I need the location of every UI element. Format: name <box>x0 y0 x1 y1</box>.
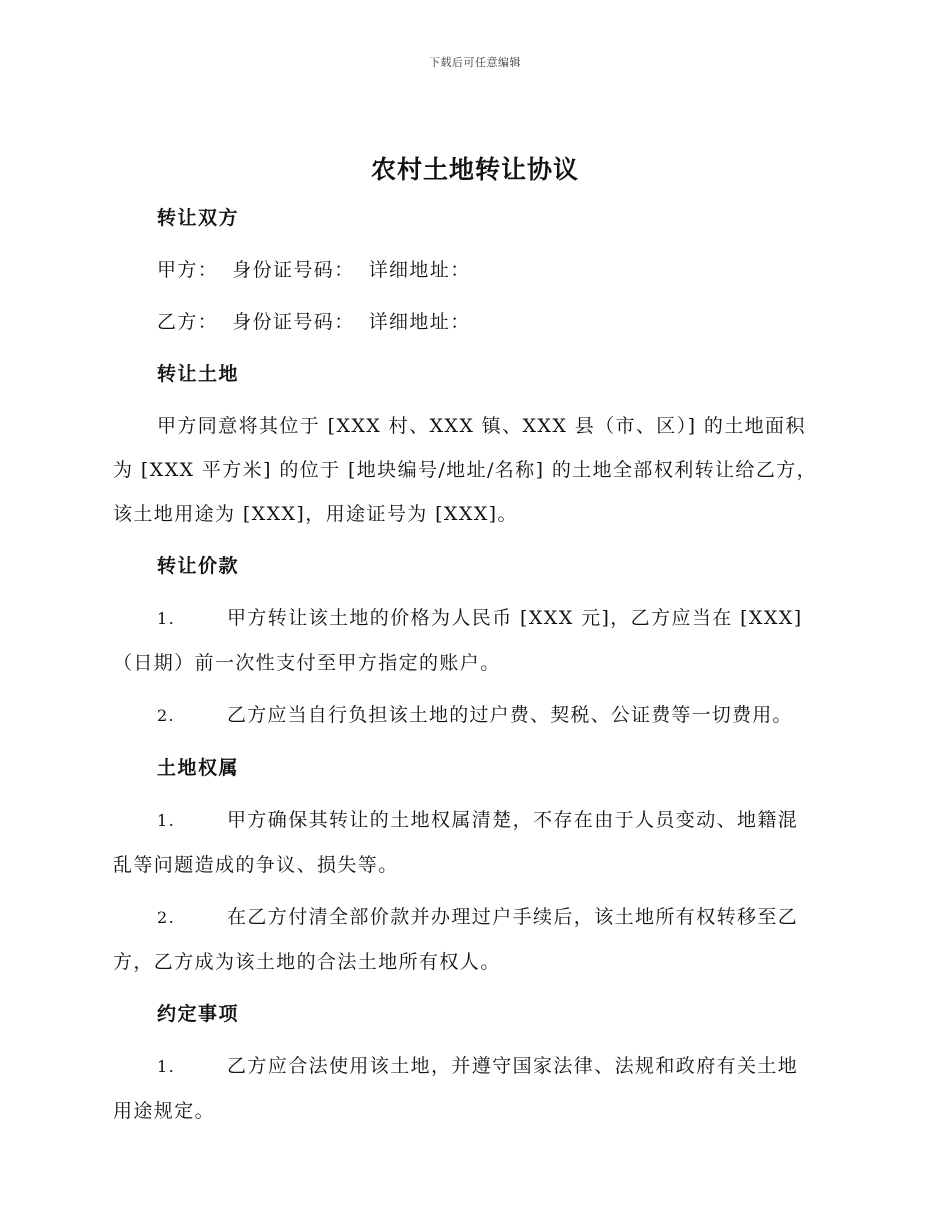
ownership-item <box>113 798 831 887</box>
ownership-item <box>113 895 831 984</box>
item-number: 2. <box>157 706 175 725</box>
land-line: 该土地用途为 [XXX]，用途证号为 [XXX]。 <box>113 503 518 525</box>
item-text: 方，乙方成为该土地的合法土地所有权人。 <box>113 951 501 973</box>
land-paragraph <box>113 404 831 536</box>
item-number: 2. <box>157 908 176 927</box>
party-a-id-label: 身份证号码： <box>232 259 355 281</box>
header-note: 下载后可任意编辑 <box>429 56 521 69</box>
item-text: 甲方转让该土地的价格为人民币 [XXX 元]，乙方应当在 [XXX] <box>227 607 803 629</box>
item-text: （日期）前一次性支付至甲方指定的账户。 <box>113 652 501 674</box>
section-heading-ownership: 土地权属 <box>157 757 240 779</box>
price-item <box>113 693 831 738</box>
item-text: 乙方应当自行负担该土地的过户费、契税、公证费等一切费用。 <box>227 704 793 726</box>
party-a-address-label: 详细地址： <box>368 259 471 281</box>
section-heading-terms: 约定事项 <box>157 1003 240 1025</box>
item-number: 1. <box>157 1057 176 1076</box>
document-body <box>113 196 831 1133</box>
land-line: 为 [XXX 平方米] 的位于 [地块编号/地址/名称] 的土地全部权利转让给乙方， <box>113 459 818 481</box>
land-line: 甲方同意将其位于 [XXX 村、XXX 镇、XXX 县（市、区）] 的土地面积 <box>157 415 806 437</box>
item-text: 用途规定。 <box>113 1100 216 1122</box>
party-b-label: 乙方： <box>157 311 219 333</box>
section-heading-land: 转让土地 <box>157 363 240 385</box>
document-title: 农村土地转让协议 <box>370 155 579 184</box>
item-text: 甲方确保其转让的土地权属清楚，不存在由于人员变动、地籍混 <box>227 809 799 831</box>
section-heading-parties: 转让双方 <box>157 207 240 229</box>
party-b-line <box>113 300 831 344</box>
item-text: 乙方应合法使用该土地，并遵守国家法律、法规和政府有关土地 <box>227 1055 799 1077</box>
item-number: 1. <box>157 811 176 830</box>
item-text: 在乙方付清全部价款并办理过户手续后，该土地所有权转移至乙 <box>227 906 799 928</box>
price-item <box>113 596 831 685</box>
item-number: 1. <box>157 609 176 628</box>
party-a-label: 甲方： <box>157 259 219 281</box>
party-a-line <box>113 248 831 292</box>
terms-item <box>113 1044 831 1133</box>
party-b-id-label: 身份证号码： <box>232 311 355 333</box>
section-heading-price: 转让价款 <box>157 555 240 577</box>
item-text: 乱等问题造成的争议、损失等。 <box>113 854 399 876</box>
party-b-address-label: 详细地址： <box>368 311 471 333</box>
